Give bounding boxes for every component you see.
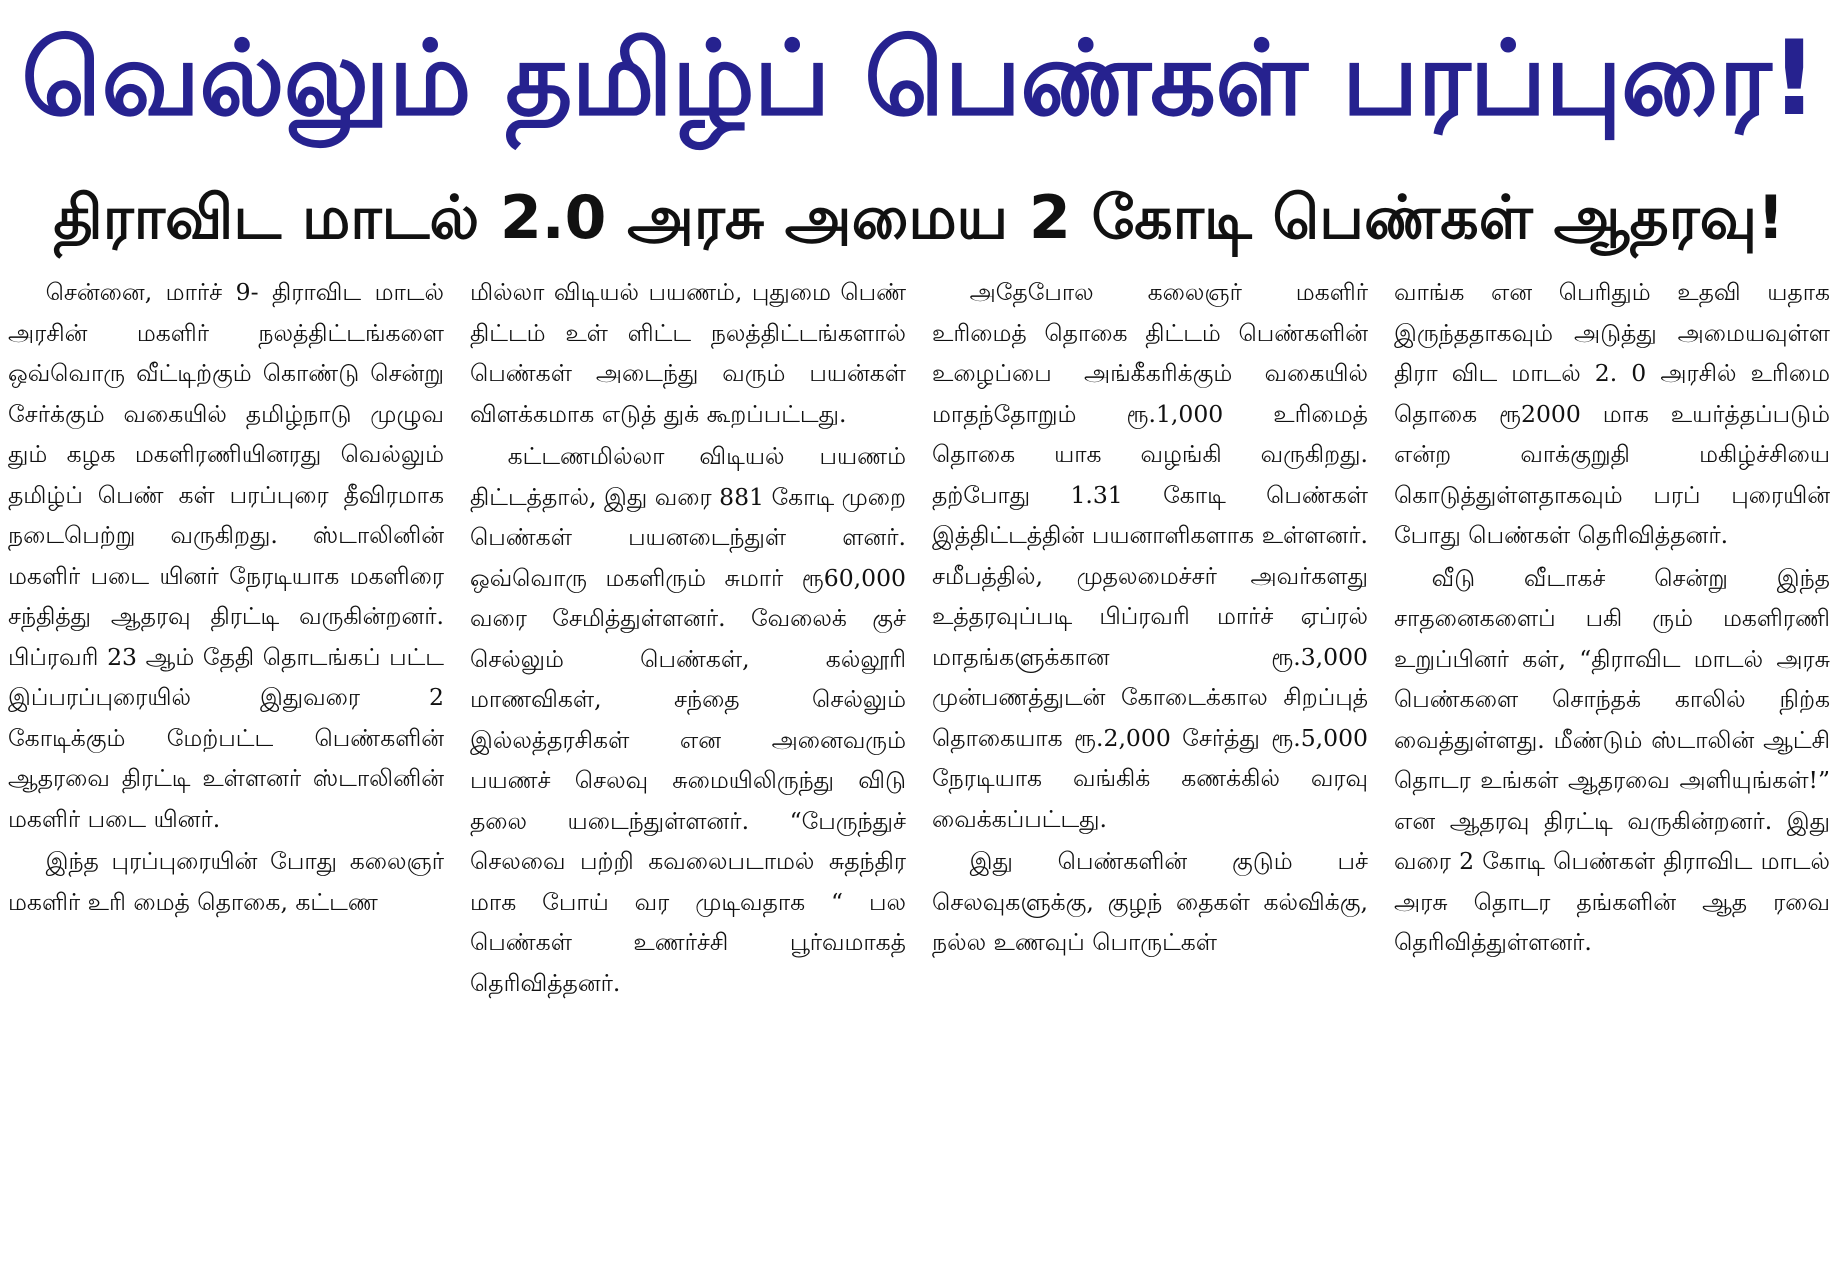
article-body — [8, 272, 1830, 1254]
paragraph: மில்லா விடியல் பயணம், புதுமை பெண் திட்டம் உள் ளிட்ட நலத்திட்டங்களால் பெண்கள் அடைந்து வரும் பயன்கள் விளக்கமாக எடுத் துக் கூறப்பட்டது. — [470, 278, 906, 428]
headline: வெல்லும் தமிழ்ப் பெண்கள் பரப்புரை! — [21, 19, 1817, 139]
paragraph: இந்த புரப்புரையின் போது கலைஞர் மகளிர் உரி மைத் தொகை, கட்டண — [8, 847, 444, 916]
paragraph: வீடு வீடாகச் சென்று இந்த சாதனைகளைப் பகி ரும் மகளிரணி உறுப்பினர் கள், “திராவிட மாடல் அரசு பெண்களை சொந்தக் காலில் நிற்க வைத்துள்ளது. மீண்டும் ஸ்டாலின் ஆட்சி தொடர உங்கள் ஆதரவை அளியுங்கள்!” என ஆதரவு திரட்டி வருகின்றனர். இது வரை 2 கோடி பெண்கள் திராவிட மாடல் அரசு தொடர தங்களின் ஆத ரவை தெரிவித்துள்ளனர். — [1394, 563, 1830, 956]
paragraph: அதேபோல கலைஞர் மகளிர் உரிமைத் தொகை திட்டம் பெண்களின் உழைப்பை அங்கீகரிக்கும் வகையில் மாதந்தோறும் ரூ.1,000 உரிமைத் தொகை யாக வழங்கி வருகிறது. தற்போது 1.31 கோடி பெண்கள் இத்திட்டத்தின் பயனாளிகளாக உள்ளனர். சமீபத்தில், முதலமைச்சர் அவர்களது உத்தரவுப்படி பிப்ரவரி மார்ச் ஏப்ரல் மாதங்களுக்கான ரூ.3,000 முன்பணத்துடன் கோடைக்கால சிறப்புத் தொகையாக ரூ.2,000 சேர்த்து ரூ.5,000 நேரடியாக வங்கிக் கணக்கில் வரவு வைக்கப்பட்டது. — [932, 278, 1368, 833]
paragraph: இது பெண்களின் குடும் பச் செலவுகளுக்கு, குழந் தைகள் கல்விக்கு, நல்ல உணவுப் பொருட்கள் — [932, 847, 1368, 956]
subheadline: திராவிட மாடல் 2.0 அரசு அமைய 2 கோடி பெண்கள் ஆதரவு! — [53, 183, 1785, 253]
article-column-1 — [8, 272, 444, 1254]
paragraph: வாங்க என பெரிதும் உதவி யதாக இருந்ததாகவும் அடுத்து அமையவுள்ள திரா விட மாடல் 2. 0 அரசில் உரிமை தொகை ரூ2000 மாக உயர்த்தப்படும் என்ற வாக்குறுதி மகிழ்ச்சியை கொடுத்துள்ளதாகவும் பரப் புரையின் போது பெண்கள் தெரிவித்தனர். — [1394, 278, 1830, 549]
article-column-3 — [932, 272, 1368, 1254]
paragraph: சென்னை, மார்ச் 9- திராவிட மாடல் அரசின் மகளிர் நலத்திட்டங்களை ஒவ்வொரு வீட்டிற்கும் கொண்டு சென்று சேர்க்கும் வகையில் தமிழ்நாடு முழுவ தும் கழக மகளிரணியினரது வெல்லும் தமிழ்ப் பெண் கள் பரப்புரை தீவிரமாக நடைபெற்று வருகிறது. ஸ்டாலினின் மகளிர் படை யினர் நேரடியாக மகளிரை சந்தித்து ஆதரவு திரட்டி வருகின்றனர். பிப்ரவரி 23 ஆம் தேதி தொடங்கப் பட்ட இப்பரப்புரையில் இதுவரை 2 கோடிக்கும் மேற்பட்ட பெண்களின் ஆதரவை திரட்டி உள்ளனர் ஸ்டாலினின் மகளிர் படை யினர். — [8, 278, 444, 833]
article-column-4 — [1394, 272, 1830, 1254]
paragraph: கட்டணமில்லா விடியல் பயணம் திட்டத்தால், இது வரை 881 கோடி முறை பெண்கள் பயனடைந்துள் ளனர். ஒவ்வொரு மகளிரும் சுமார் ரூ60,000 வரை சேமித்துள்ளனர். வேலைக் குச் செல்லும் பெண்கள், கல்லூரி மாணவிகள், சந்தை செல்லும் இல்லத்தரசிகள் என அனைவரும் பயணச் செலவு சுமையிலிருந்து விடு தலை யடைந்துள்ளனர். “பேருந்துச் செலவை பற்றி கவலைபடாமல் சுதந்திர மாக போய் வர முடிவதாக “ பல பெண்கள் உணர்ச்சி பூர்வமாகத் தெரிவித்தனர். — [470, 442, 906, 997]
article-column-2 — [470, 272, 906, 1254]
